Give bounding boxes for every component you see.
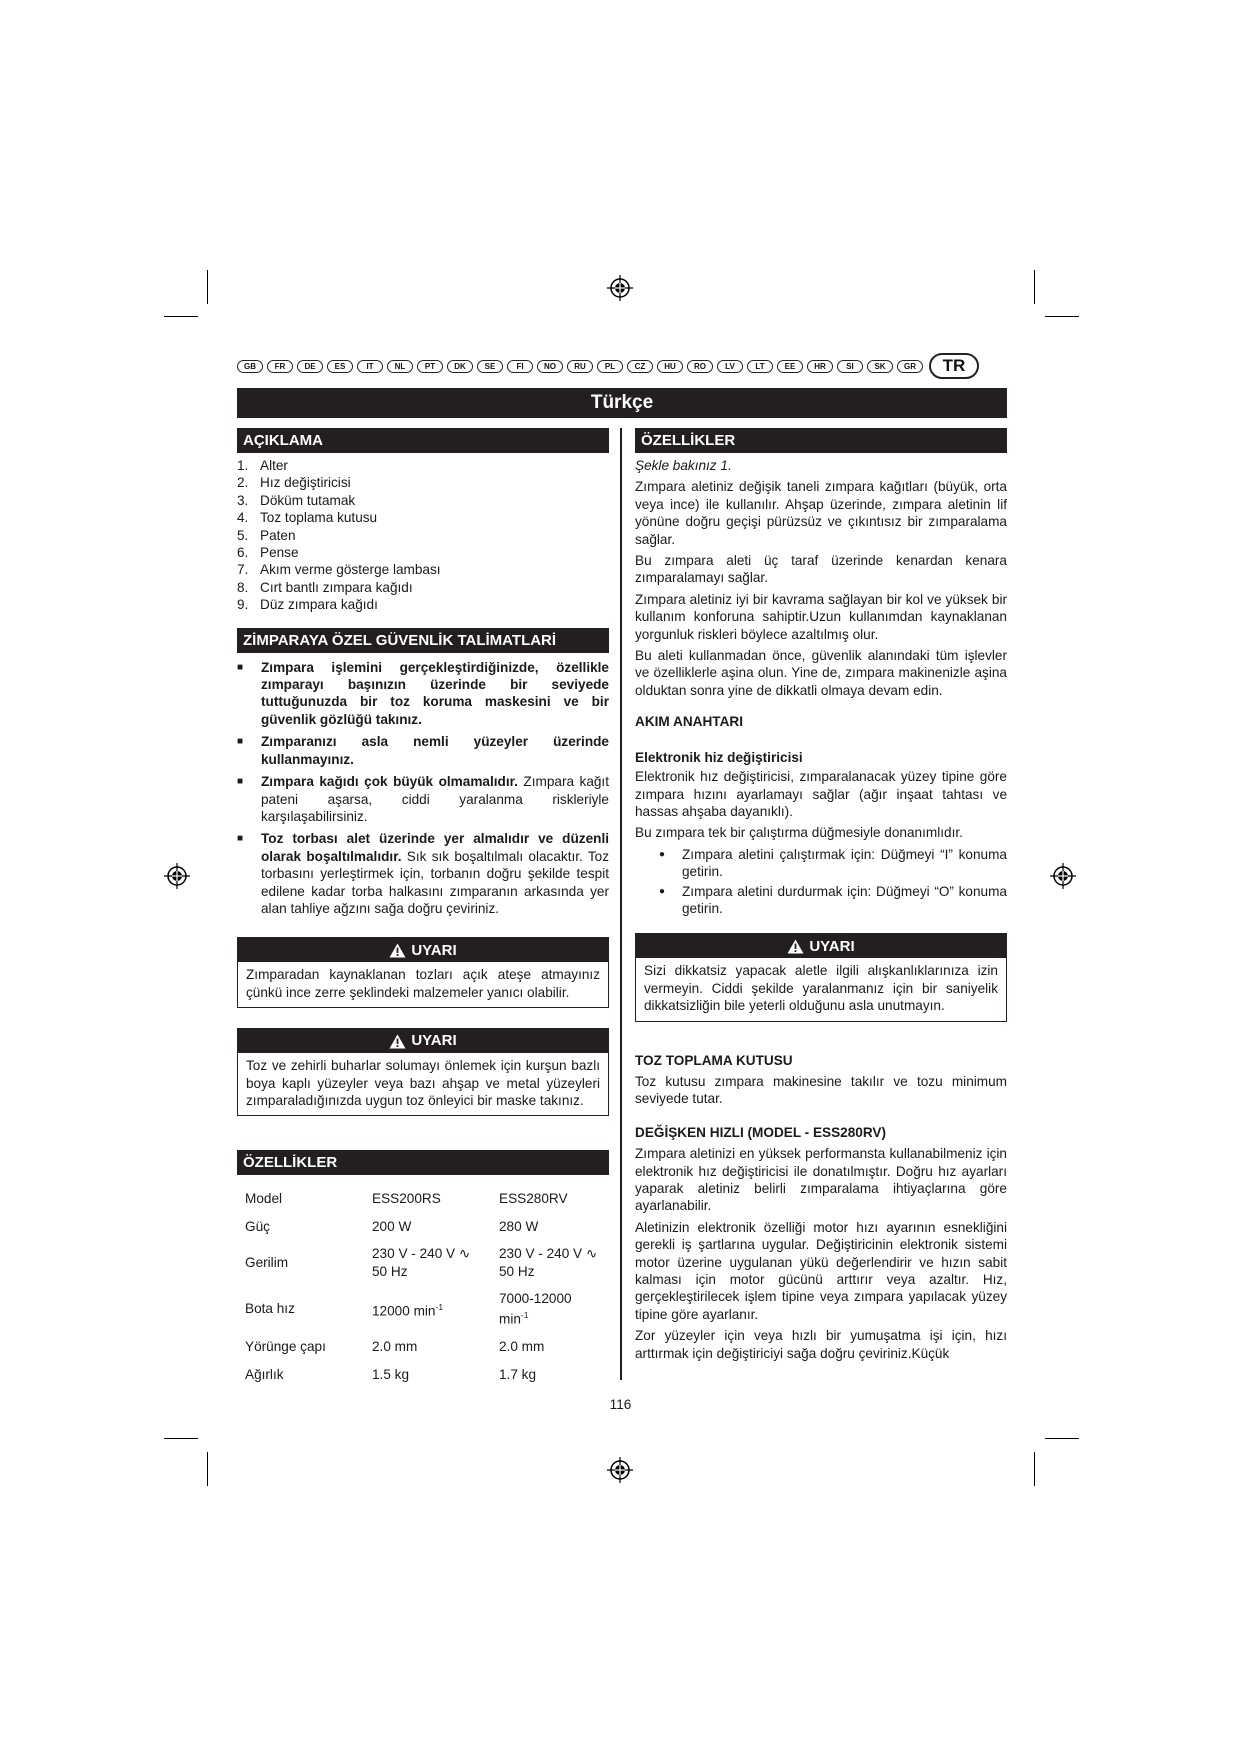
list-item [237, 659, 609, 729]
subheading-speed-control: Elektronik hiz değiştiricisi [635, 749, 803, 765]
spec-line: 50 Hz [372, 1263, 408, 1279]
list-item [237, 527, 609, 544]
list-item [237, 830, 609, 917]
see-figure-note: Şekle bakınız 1. [635, 458, 732, 473]
spec-label: Bota hız [245, 1301, 295, 1317]
paragraph: Bu aleti kullanmadan önce, güvenlik alanındaki tüm işlevler ve özelliklerle aşina olun. Yine de, zımpara makinenizle aşina olduktan sonra yine de dikkatli olmaya devam edin. [635, 648, 1007, 698]
spec-value-a: 1.5 kg [372, 1366, 410, 1382]
list-number: 7. [237, 562, 249, 578]
list-item [635, 846, 1007, 881]
lang-badge[interactable]: DE [297, 360, 323, 373]
list-number: 4. [237, 510, 249, 526]
lang-badge[interactable]: LV [717, 360, 743, 373]
warning-title: UYARI [411, 1032, 457, 1050]
list-number: 6. [237, 545, 249, 561]
registration-mark-top-icon [607, 275, 633, 301]
section-heading-description: AÇIKLAMA [237, 428, 609, 453]
lang-badge[interactable]: SI [837, 360, 863, 373]
page-title: Türkçe [237, 388, 1007, 418]
crop-mark-tr-h [1045, 316, 1079, 317]
warning-triangle-icon [787, 939, 804, 954]
spec-line: min [499, 1311, 521, 1327]
list-number: 5. [237, 527, 249, 543]
spec-value-a [364, 1285, 491, 1333]
spec-value-a [364, 1240, 491, 1285]
warning-text: Toz ve zehirli buharlar solumayı önlemek için kurşun bazlı boya kaplı yüzeyler veya bazı ahşap ve metal yüzeyleri zımparaladığınızda uygun toz önleyici bir maske takınız. [246, 1058, 600, 1108]
spec-value-a: 200 W [372, 1218, 412, 1234]
page-number: 116 [609, 1397, 632, 1412]
safety-bold: Zımpara kağıdı çok büyük olmamalıdır. [261, 774, 518, 790]
list-number: 9. [237, 597, 249, 613]
list-text: Hız değiştiricisi [260, 475, 351, 491]
list-item [237, 561, 609, 578]
list-item [635, 883, 1007, 918]
specs-table [237, 1185, 609, 1388]
registration-mark-right-icon [1050, 863, 1076, 889]
lang-badge[interactable]: PT [417, 360, 443, 373]
list-item [237, 474, 609, 491]
spec-value-b: 280 W [499, 1218, 539, 1234]
crop-mark-tr-v [1034, 270, 1035, 304]
lang-badge[interactable]: LT [747, 360, 773, 373]
column-divider [620, 428, 622, 1380]
heading-dust-box: TOZ TOPLAMA KUTUSU [635, 1052, 793, 1068]
lang-badge[interactable]: NL [387, 360, 413, 373]
spec-line: 12000 min [372, 1303, 436, 1319]
lang-badge[interactable]: GB [237, 360, 263, 373]
heading-switch: AKIM ANAHTARI [635, 714, 743, 730]
lang-badge[interactable]: HU [657, 360, 683, 373]
warning-text: Sizi dikkatsiz yapacak aletle ilgili alışkanlıklarınıza izin vermeyin. Ciddi şekilde yaralanmanız için bir saniyelik dikkatsizliğin bile yeterli olduğunu asla unutmayın. [644, 963, 998, 1014]
list-number: 8. [237, 579, 249, 595]
registration-mark-left-icon [164, 863, 190, 889]
paragraph: Toz kutusu zımpara makinesine takılır ve tozu minimum seviyede tutar. [635, 1073, 1007, 1107]
spec-line: 7000-12000 [499, 1291, 572, 1306]
warning-triangle-icon [389, 1034, 406, 1049]
lang-badge[interactable]: NO [537, 360, 563, 373]
list-number: 1. [237, 458, 249, 473]
table-row [237, 1213, 609, 1240]
parts-list [237, 457, 609, 614]
list-item [237, 773, 609, 825]
safety-list [237, 659, 609, 918]
list-number: 2. [237, 475, 249, 491]
spec-value-b: 2.0 mm [499, 1339, 545, 1355]
list-item [237, 596, 609, 613]
bullet-text: Zımpara aletini durdurmak için: Düğmeyi “O” konuma getirin. [682, 883, 1007, 916]
list-text: Akım verme gösterge lambası [260, 562, 441, 578]
section-heading-specs: ÖZELLİKLER [237, 1150, 609, 1175]
crop-mark-bl-v [207, 1452, 208, 1486]
spec-value-a: 2.0 mm [372, 1339, 418, 1355]
paragraph: Bu zımpara tek bir çalıştırma düğmesiyle donanımlıdır. [635, 825, 963, 841]
list-item [237, 733, 609, 768]
lang-badge[interactable]: SK [867, 360, 893, 373]
crop-mark-bl-h [164, 1438, 198, 1439]
list-text: Alter [260, 458, 288, 473]
lang-badge[interactable]: ES [327, 360, 353, 373]
lang-badge[interactable]: FI [507, 360, 533, 373]
lang-badge[interactable]: RO [687, 360, 713, 373]
lang-badge[interactable]: HR [807, 360, 833, 373]
lang-badge[interactable]: EE [777, 360, 803, 373]
section-heading-safety: ZİMPARAYA ÖZEL GÜVENLİK TALİMATLARİ [237, 628, 609, 653]
paragraph: Zımpara aletiniz değişik taneli zımpara kağıtları (büyük, orta veya ince) ile kullanılır. Ahşap üzerinde, zımpara aletinin lif yönüne doğru geçişi pürüzsüz ve çıkıntısız bir zımparalama sağlar. [635, 479, 1007, 547]
lang-badge-active[interactable]: TR [929, 353, 979, 379]
left-column [237, 428, 609, 1388]
spec-line: 230 V - 240 V ∿ [499, 1246, 598, 1262]
table-row [237, 1240, 609, 1285]
lang-badge[interactable]: FR [267, 360, 293, 373]
spec-value-b: ESS280RV [499, 1191, 568, 1207]
list-item [237, 544, 609, 561]
warning-text: Zımparadan kaynaklanan tozları açık ateşe atmayınız çünkü ince zerre şeklindeki malzemeler yanıcı olabilir. [246, 967, 600, 1000]
list-text: Pense [260, 545, 299, 561]
crop-mark-tl-h [164, 316, 198, 317]
list-text: Cırt bantlı zımpara kağıdı [260, 579, 413, 595]
registration-mark-bottom-icon [607, 1457, 633, 1483]
switch-bullets [635, 846, 1007, 918]
spec-sup: -1 [520, 1310, 529, 1321]
warning-title: UYARI [411, 941, 457, 959]
spec-label: Gerilim [245, 1254, 289, 1270]
warning-triangle-icon [389, 943, 406, 958]
safety-rest: Zımpara kağıt pateni aşarsa, ciddi yaralanma riskleriyle karşılaşabilirsiniz. [261, 774, 609, 824]
lang-badge[interactable]: GR [897, 360, 923, 373]
square-bullet-icon: ■ [237, 736, 244, 748]
warning-title: UYARI [809, 937, 855, 955]
lang-badge[interactable]: CZ [627, 360, 653, 373]
crop-mark-br-v [1034, 1452, 1035, 1486]
paragraph: Zor yüzeyler için veya hızlı bir yumuşatma işi için, hızı arttırmak için değiştiriciyi sağa doğru çeviriniz.Küçük [635, 1328, 1007, 1361]
list-item [237, 492, 609, 509]
right-column [635, 428, 1007, 1366]
crop-mark-br-h [1045, 1438, 1079, 1439]
spec-label: Güç [245, 1218, 270, 1234]
list-text: Döküm tutamak [260, 492, 356, 508]
list-text: Paten [260, 527, 296, 543]
spec-label: Ağırlık [245, 1366, 284, 1382]
heading-variable-speed: DEĞİŞKEN HIZLI (MODEL - ESS280RV) [635, 1124, 887, 1140]
lang-badge[interactable]: SE [477, 360, 503, 373]
crop-mark-tl-v [207, 270, 208, 304]
spec-sup: -1 [435, 1301, 444, 1312]
paragraph: Elektronik hız değiştiricisi, zımparalanacak yüzey tipine göre zımpara hızını ayarlamayı sağlar (ağır inşaat tahtası ve hassas ahşaba dayanıklı). [635, 769, 1007, 819]
table-row [237, 1361, 609, 1388]
safety-bold: Zımparanızı asla nemli yüzeyler üzerinde kullanmayınız. [261, 734, 609, 767]
dot-bullet-icon: ● [658, 885, 665, 897]
list-item [237, 457, 609, 474]
list-item [237, 579, 609, 596]
safety-bold: Zımpara işlemini gerçekleştirdiğinizde, özellikle zımparayı başınızın üzerinde bir seviyede tuttuğunuzda bir toz koruma maskesini ve bir güvenlik gözlüğü takınız. [261, 659, 609, 727]
paragraph: Aletinizin elektronik özelliği motor hızı ayarının esnekliğini gerekli iş şartlarına uygular. Değiştiricinin elektronik sistemi motor üzerine uygulanan yükü değerlendirir ve hızın sabit kalması için motor gücünü arttırır veya azaltır. Hız, gerçekleştirilecek işlem tipine veya zımpara yapılacak yüzey tipine göre ayarlanır. [635, 1219, 1007, 1322]
table-row [237, 1185, 609, 1212]
lang-badge[interactable]: DK [447, 360, 473, 373]
paragraph: Bu zımpara aleti üç taraf üzerinde kenardan kenara zımparalamayı sağlar. [635, 553, 1007, 586]
spec-value-b: 1.7 kg [499, 1366, 537, 1382]
square-bullet-icon: ■ [237, 661, 244, 673]
dot-bullet-icon: ● [658, 848, 665, 860]
safety-rest: Sık sık boşaltılmalı olacaktır. Toz torbasını yerleştirmek için, torbanın doğru şekilde tespit edilene kadar torba halkasını zımparanın arkasında yer alan tahliye ağzını sağa doğru çeviriniz. [261, 848, 609, 916]
square-bullet-icon: ■ [237, 776, 244, 788]
lang-badge[interactable]: PL [597, 360, 623, 373]
language-selector [237, 353, 979, 379]
safety-bold: Toz torbası alet üzerinde yer almalıdır ve düzenli olarak boşaltılmalıdır. [261, 831, 609, 864]
list-text: Toz toplama kutusu [260, 510, 378, 526]
paragraph: Zımpara aletiniz iyi bir kavrama sağlayan bir kol ve yüksek bir kullanım konforuna sahiptir.Uzun kullanımdan kaynaklanan yorgunluk riskleri böylece azaltılmış olur. [635, 591, 1007, 642]
spec-value-a: ESS200RS [372, 1191, 441, 1207]
warning-box-dust-fire [237, 937, 609, 1008]
list-item [237, 509, 609, 526]
spec-line: 230 V - 240 V ∿ [372, 1246, 471, 1262]
lang-badge[interactable]: RU [567, 360, 593, 373]
list-text: Düz zımpara kağıdı [260, 597, 378, 613]
warning-box-habits [635, 933, 1007, 1021]
paragraph: Zımpara aletinizi en yüksek performansta kullanabilmeniz için elektronik hız değiştiricisi ile donatılmıştır. Doğru hız ayarları yaparak aletiniz belirli zımparalama ihtiyaçlarına göre ayarlanabilir. [635, 1146, 1007, 1214]
spec-value-b [491, 1240, 609, 1285]
table-row [237, 1285, 609, 1333]
table-row [237, 1333, 609, 1360]
spec-label: Yörünge çapı [245, 1339, 326, 1355]
spec-value-b [491, 1285, 609, 1333]
warning-box-fumes [237, 1028, 609, 1116]
list-number: 3. [237, 492, 249, 508]
lang-badge[interactable]: IT [357, 360, 383, 373]
spec-line: 50 Hz [499, 1263, 535, 1279]
square-bullet-icon: ■ [237, 833, 244, 845]
bullet-text: Zımpara aletini çalıştırmak için: Düğmeyi “I” konuma getirin. [682, 846, 1007, 880]
section-heading-features: ÖZELLİKLER [635, 428, 1007, 453]
spec-label: Model [245, 1191, 283, 1207]
